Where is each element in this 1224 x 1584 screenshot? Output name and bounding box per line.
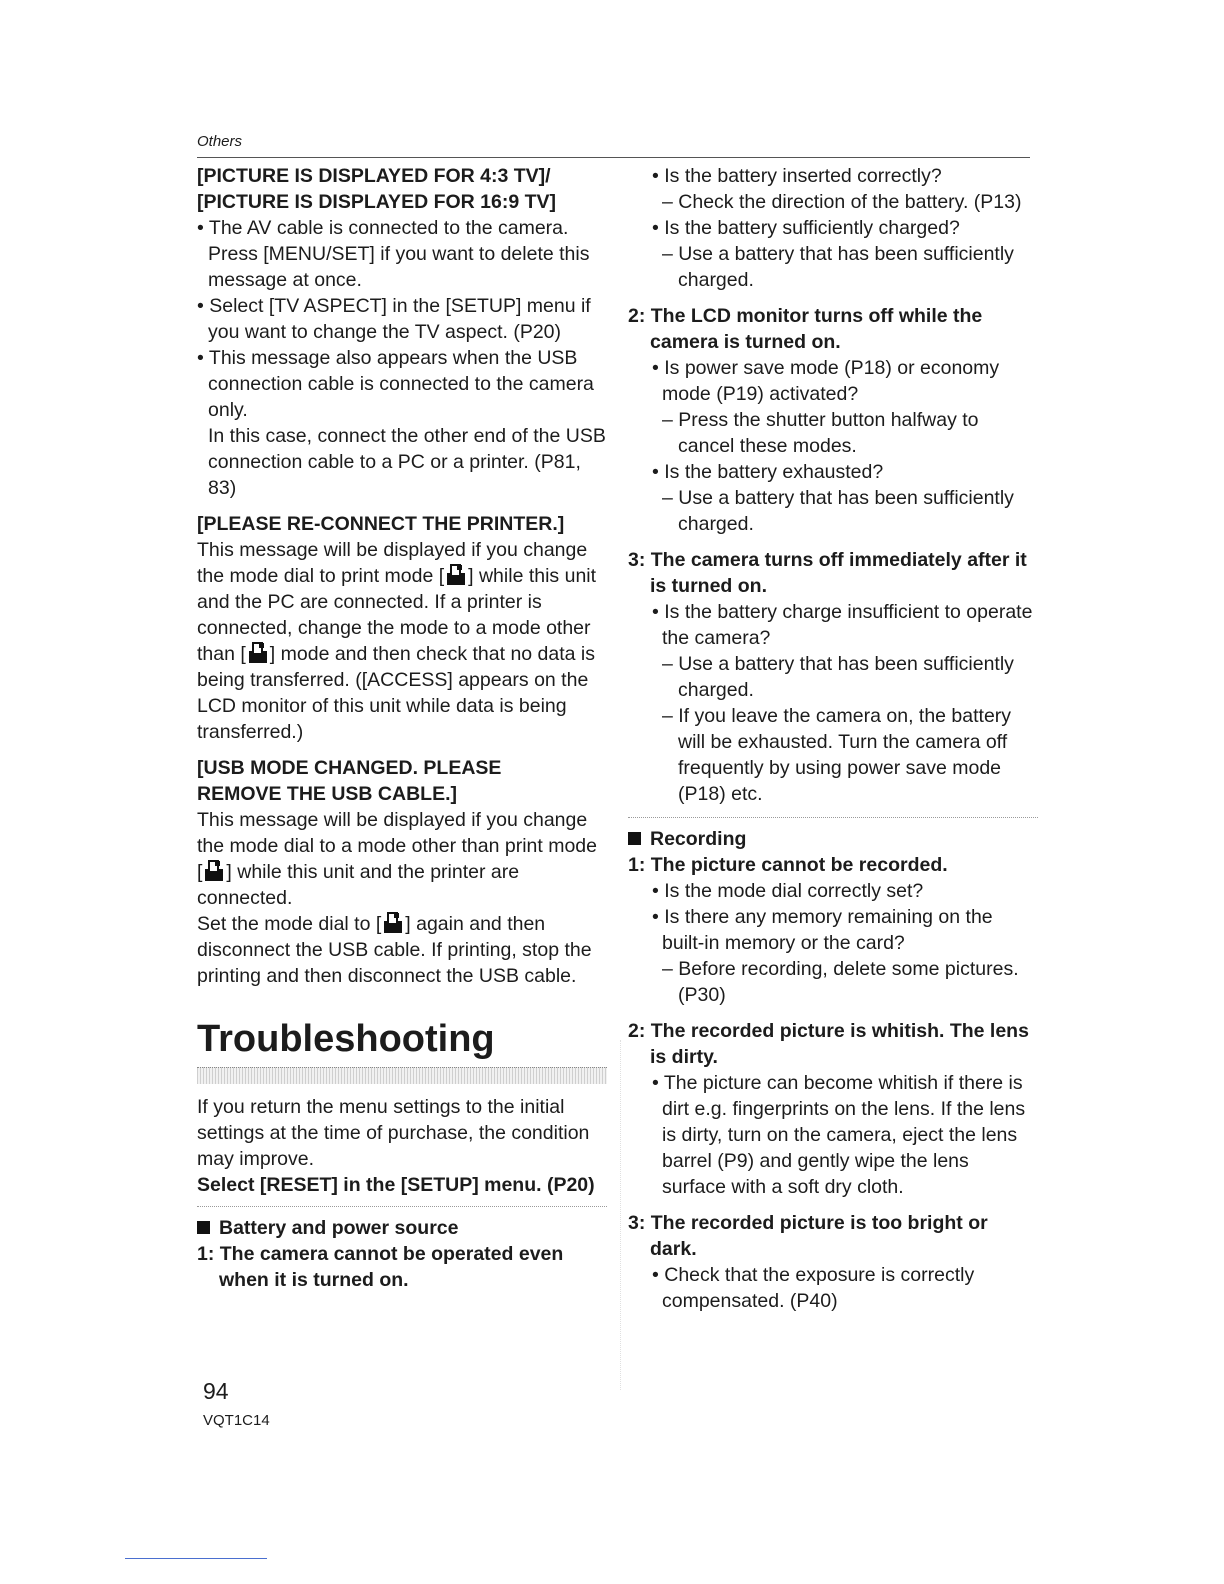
usb-text-b: ] while this unit and the printer are connected. — [197, 861, 520, 909]
section-heading-text: Battery and power source — [219, 1217, 459, 1239]
dash-item: – Before recording, delete some pictures. (P30) — [662, 958, 1019, 1006]
question-text: The LCD monitor turns off while the camera is turned on. — [650, 305, 983, 353]
dash-item: – Check the direction of the battery. (P13) — [662, 191, 1022, 213]
question-number: 3: — [628, 1212, 646, 1234]
question-heading — [628, 303, 1038, 355]
question-number: 1: — [197, 1243, 215, 1265]
picture-heading-2: [PICTURE IS DISPLAYED FOR 16:9 TV] — [197, 191, 557, 213]
bullet-item: • The picture can become whitish if there is dirt e.g. fingerprints on the lens. If the lens is dirty, turn on the camera, eject the lens barrel (P9) and gently wipe the lens surface with a soft dry cloth. — [652, 1072, 1026, 1198]
question-number: 1: — [628, 854, 646, 876]
bullet-item: • Is the battery charge insufficient to operate the camera? — [652, 601, 1033, 649]
usb-text-c: Set the mode dial to [ — [197, 913, 382, 935]
usb-heading-1: [USB MODE CHANGED. PLEASE — [197, 757, 502, 779]
square-bullet-icon — [197, 1221, 210, 1234]
reconnect-text-a: This message will be displayed if you change the mode dial to print mode [ — [197, 539, 588, 587]
question-text: The picture cannot be recorded. — [650, 854, 948, 876]
bullet-item: • Is the mode dial correctly set? — [652, 880, 924, 902]
question-number: 3: — [628, 549, 646, 571]
bullet-text: The AV cable is connected to the camera. Press [MENU/SET] if you want to delete this message at once. — [208, 217, 590, 291]
dash-item: – Use a battery that has been sufficiently charged. — [662, 653, 1014, 701]
q1-answer-list — [628, 163, 1038, 293]
question-heading — [628, 1018, 1038, 1070]
question-heading — [628, 547, 1038, 599]
question-heading — [628, 1210, 1038, 1262]
dash-item: – If you leave the camera on, the battery will be exhausted. Turn the camera off frequently by using power save mode (P18) etc. — [662, 705, 1012, 805]
intro-bold-text: Select [RESET] in the [SETUP] menu. (P20) — [197, 1174, 595, 1196]
picture-heading-1: [PICTURE IS DISPLAYED FOR 4:3 TV]/ — [197, 165, 551, 187]
bullet-item: • The AV cable is connected to the camera. Press [MENU/SET] if you want to delete this message at once. — [197, 217, 590, 291]
footer-link-line — [125, 1558, 267, 1559]
usb-text — [197, 807, 607, 911]
page-number: 94 — [203, 1378, 229, 1404]
usb-heading-2: REMOVE THE USB CABLE.] — [197, 783, 458, 805]
left-column — [197, 163, 607, 1293]
bullet-item: • Is there any memory remaining on the built-in memory or the card? — [652, 906, 993, 954]
bullet-item: • Is the battery sufficiently charged? — [652, 217, 960, 239]
document-code: VQT1C14 — [203, 1412, 270, 1429]
question-number: 2: — [628, 305, 646, 327]
question-heading — [197, 1241, 607, 1293]
reconnect-heading: [PLEASE RE-CONNECT THE PRINTER.] — [197, 513, 565, 535]
header-rule — [197, 157, 1030, 158]
bullet-text: This message also appears when the USB connection cable is connected to the camera only. — [208, 347, 594, 421]
bullet-item: • Is the battery inserted correctly? — [652, 165, 942, 187]
section-heading-text: Recording — [650, 828, 747, 850]
dash-item: – Use a battery that has been sufficiently charged. — [662, 487, 1014, 535]
section-header: Others — [197, 133, 243, 150]
intro-text: If you return the menu settings to the initial settings at the time of purchase, the condition may improve. — [197, 1096, 590, 1170]
section-divider — [197, 1206, 607, 1207]
dash-item: – Use a battery that has been sufficiently charged. — [662, 243, 1014, 291]
question-text: The camera turns off immediately after it is turned on. — [650, 549, 1027, 597]
r1-answer-list — [628, 878, 1038, 1008]
bullet-item: • This message also appears when the USB connection cable is connected to the camera only. — [197, 347, 594, 421]
question-text: The camera cannot be operated even when it is turned on. — [219, 1243, 564, 1291]
print-mode-icon — [383, 912, 403, 934]
column-separator — [620, 1040, 621, 1390]
usb-text-a: This message will be displayed if you change the mode dial to a mode other than print mode [ — [197, 809, 597, 883]
right-column — [628, 163, 1038, 1314]
print-mode-icon — [446, 564, 466, 586]
bullet-item: • Select [TV ASPECT] in the [SETUP] menu if you want to change the TV aspect. (P20) — [197, 295, 591, 343]
bullet-item: • Is power save mode (P18) or economy mode (P19) activated? — [652, 357, 1000, 405]
page-title: Troubleshooting — [197, 1018, 495, 1060]
section-heading-recording — [628, 826, 1038, 852]
r2-answer-list — [628, 1070, 1038, 1200]
r3-answer-list — [628, 1262, 1038, 1314]
square-bullet-icon — [628, 832, 641, 845]
print-mode-icon — [204, 860, 224, 882]
print-mode-icon — [248, 642, 268, 664]
reconnect-text-c: ] mode and then check that no data is being transferred. ([ACCESS] appears on the LCD monitor of this unit while data is being transferred.) — [197, 643, 596, 743]
usb-text-d: ] again and then disconnect the USB cable. If printing, stop the printing and then disconnect the USB cable. — [197, 913, 592, 987]
q2-answer-list — [628, 355, 1038, 537]
bullet-text: Select [TV ASPECT] in the [SETUP] menu if you want to change the TV aspect. (P20) — [208, 295, 591, 343]
question-text: The recorded picture is whitish. The lens is dirty. — [650, 1020, 1029, 1068]
question-text: The recorded picture is too bright or dark. — [650, 1212, 988, 1260]
reconnect-text — [197, 537, 607, 745]
section-divider — [628, 817, 1038, 818]
picture-note: In this case, connect the other end of the USB connection cable to a PC or a printer. (P81, 83) — [208, 425, 606, 499]
bullet-item: • Check that the exposure is correctly compensated. (P40) — [652, 1264, 975, 1312]
section-heading-battery — [197, 1215, 607, 1241]
dash-item: – Press the shutter button halfway to cancel these modes. — [662, 409, 979, 457]
question-number: 2: — [628, 1020, 646, 1042]
bullet-item: • Is the battery exhausted? — [652, 461, 884, 483]
reconnect-text-b: ] while this unit and the PC are connected. If a printer is connected, change the mode to a mode other than [ — [197, 565, 597, 665]
question-heading — [628, 852, 1038, 878]
title-underline-bar — [197, 1067, 607, 1084]
q3-answer-list — [628, 599, 1038, 807]
usb-text-2 — [197, 911, 607, 989]
